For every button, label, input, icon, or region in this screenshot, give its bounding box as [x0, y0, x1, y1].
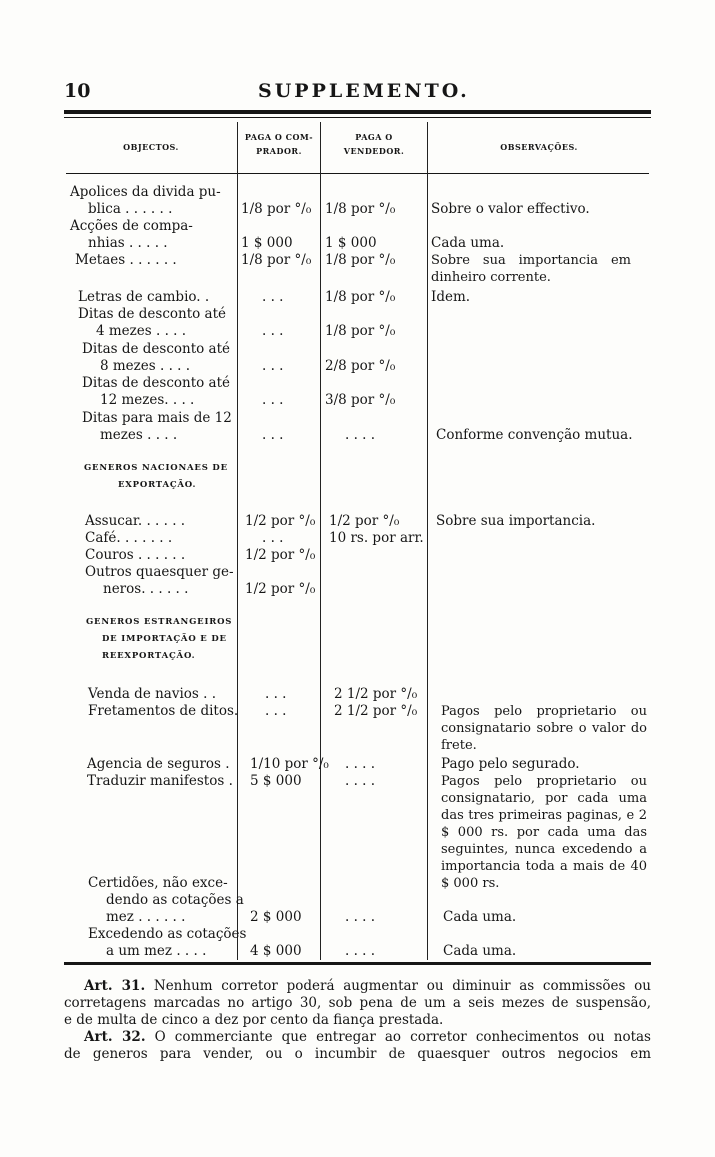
row-obs-letras: Idem. — [431, 289, 471, 305]
row-comprador-certidoes: 2 $ 000 — [250, 909, 302, 925]
row-objecto-apolices: Apolices da divida pu- blica . . . . . . — [70, 184, 221, 217]
row-vendedor-certidoes: . . . . — [345, 909, 376, 925]
row-obs-metaes: Sobre sua importancia em dinheiro corrente. — [431, 253, 631, 285]
row-vendedor-letras: 1/8 por °/₀ — [325, 289, 396, 305]
row-comprador-accoes: 1 $ 000 — [241, 235, 293, 251]
row-comprador-metaes: 1/8 por °/₀ — [241, 252, 312, 268]
row-vendedor-agencia: . . . . — [345, 756, 376, 772]
row-obs-excedendo: Cada uma. — [443, 943, 517, 959]
row-obs-ditas-mais: Conforme convenção mutua. — [436, 427, 633, 443]
row-vendedor-ditas-mais: . . . . — [345, 427, 376, 443]
article-32-label: Art. 32. — [84, 1029, 146, 1045]
running-title: SUPPLEMENTO. — [258, 80, 470, 102]
row-comprador-apolices: 1/8 por °/₀ — [241, 201, 312, 217]
row-comprador-agencia: 1/10 por °/₀ — [250, 756, 329, 772]
column-header-paga-vendedor: PAGA O VENDEDOR. — [343, 132, 405, 156]
row-vendedor-navios: 2 1/2 por °/₀ — [334, 686, 418, 702]
row-comprador-traduzir: 5 $ 000 — [250, 773, 302, 789]
row-comprador-ditas-4: . . . — [262, 323, 284, 339]
article-31-label: Art. 31. — [84, 978, 146, 994]
section-heading-nacionaes: GENEROS NACIONAES DE EXPORTAÇÃO. — [84, 463, 228, 490]
article-31-line-2: corretagens marcadas no artigo 30, sob pena de um a seis mezes de suspensão, — [64, 995, 651, 1011]
row-objecto-ditas-4: Ditas de desconto até 4 mezes . . . . — [78, 306, 227, 339]
row-comprador-outros: 1/2 por °/₀ — [245, 581, 316, 597]
row-vendedor-metaes: 1/8 por °/₀ — [325, 252, 396, 268]
row-comprador-ditas-12: . . . — [262, 392, 284, 408]
column-header-paga-comprador: PAGA O COM- PRADOR. — [244, 132, 314, 156]
row-vendedor-traduzir: . . . . — [345, 773, 376, 789]
row-vendedor-fretamentos: 2 1/2 por °/₀ — [334, 703, 418, 719]
row-vendedor-ditas-12: 3/8 por °/₀ — [325, 392, 396, 408]
column-header-objectos: OBJECTOS. — [123, 142, 179, 152]
row-vendedor-ditas-4: 1/8 por °/₀ — [325, 323, 396, 339]
row-obs-accoes: Cada uma. — [431, 235, 505, 251]
header-under-rule — [66, 173, 649, 174]
row-comprador-ditas-8: . . . — [262, 358, 284, 374]
row-objecto-ditas-8: Ditas de desconto até 8 mezes . . . . — [82, 341, 231, 374]
row-comprador-navios: . . . — [265, 686, 287, 702]
column-divider — [320, 122, 321, 960]
top-thin-rule — [64, 117, 651, 118]
row-vendedor-excedendo: . . . . — [345, 943, 376, 959]
row-vendedor-assucar: 1/2 por °/₀ — [329, 513, 400, 529]
row-obs-apolices: Sobre o valor effectivo. — [431, 201, 590, 217]
row-obs-agencia: Pago pelo segurado. — [441, 756, 580, 772]
row-objecto-letras: Letras de cambio. . — [78, 289, 210, 305]
row-comprador-letras: . . . — [262, 289, 284, 305]
article-31-line-1: Art. 31. Nenhum corretor poderá augmentar ou diminuir as commissões ou — [84, 978, 651, 994]
row-objecto-ditas-mais: Ditas para mais de 12 mezes . . . . — [82, 410, 232, 443]
row-vendedor-ditas-8: 2/8 por °/₀ — [325, 358, 396, 374]
row-vendedor-accoes: 1 $ 000 — [325, 235, 377, 251]
column-divider — [237, 122, 238, 960]
section-heading-estrangeiros: GENEROS ESTRANGEIROS DE IMPORTAÇÃO E DE REEXPORTAÇÃO. — [86, 617, 233, 661]
row-objecto-metaes: Metaes . . . . . . — [75, 252, 177, 268]
row-objecto-ditas-12: Ditas de desconto até 12 mezes. . . . — [82, 375, 231, 408]
top-double-rule — [64, 110, 651, 114]
bottom-rule — [64, 962, 651, 965]
row-obs-traduzir: Pagos pelo proprietario ou consignatario, por cada uma das tres primeiras paginas, e 2 $ 000 rs. por cada uma das seguintes, nunca excedendo a importancia toda a mais de 40 $ 000 rs. — [441, 774, 647, 891]
column-header-observacoes: OBSERVAÇÕES. — [500, 142, 578, 152]
row-obs-fretamentos: Pagos pelo proprietario ou consignatario sobre o valor do frete. — [441, 704, 647, 753]
row-comprador-assucar: 1/2 por °/₀ — [245, 513, 316, 529]
row-comprador-cafe: . . . — [262, 530, 284, 546]
row-objecto-traduzir: Traduzir manifestos . — [87, 773, 233, 789]
row-comprador-couros: 1/2 por °/₀ — [245, 547, 316, 563]
column-divider — [427, 122, 428, 960]
row-comprador-excedendo: 4 $ 000 — [250, 943, 302, 959]
row-comprador-fretamentos: . . . — [265, 703, 287, 719]
article-32-line-1: Art. 32. O commerciante que entregar ao corretor conhecimentos ou notas — [84, 1029, 651, 1045]
row-obs-certidoes: Cada uma. — [443, 909, 517, 925]
row-comprador-ditas-mais: . . . — [262, 427, 284, 443]
row-objecto-assucar: Assucar. . . . . . — [85, 513, 186, 529]
row-obs-assucar: Sobre sua importancia. — [436, 513, 596, 529]
row-objecto-fretamentos: Fretamentos de ditos. — [88, 703, 239, 719]
row-objecto-excedendo: Excedendo as cotações a um mez . . . . — [88, 926, 247, 959]
row-objecto-couros: Couros . . . . . . — [85, 547, 186, 563]
page-number: 10 — [64, 80, 91, 102]
article-31-line-3: e de multa de cinco a dez por cento da fiança prestada. — [64, 1012, 444, 1028]
row-vendedor-apolices: 1/8 por °/₀ — [325, 201, 396, 217]
article-32-line-2: de generos para vender, ou o incumbir de quaesquer outros negocios em — [64, 1046, 651, 1062]
row-objecto-navios: Venda de navios . . — [88, 686, 217, 702]
row-objecto-outros: Outros quaesquer ge- neros. . . . . . — [85, 564, 234, 597]
row-objecto-certidoes: Certidões, não exce- dendo as cotações a mez . . . . . . — [88, 875, 244, 925]
row-objecto-accoes: Acções de compa- nhias . . . . . — [70, 218, 193, 251]
row-vendedor-cafe: 10 rs. por arr. — [329, 530, 424, 546]
row-objecto-cafe: Café. . . . . . . — [85, 530, 173, 546]
row-objecto-agencia: Agencia de seguros . — [87, 756, 230, 772]
